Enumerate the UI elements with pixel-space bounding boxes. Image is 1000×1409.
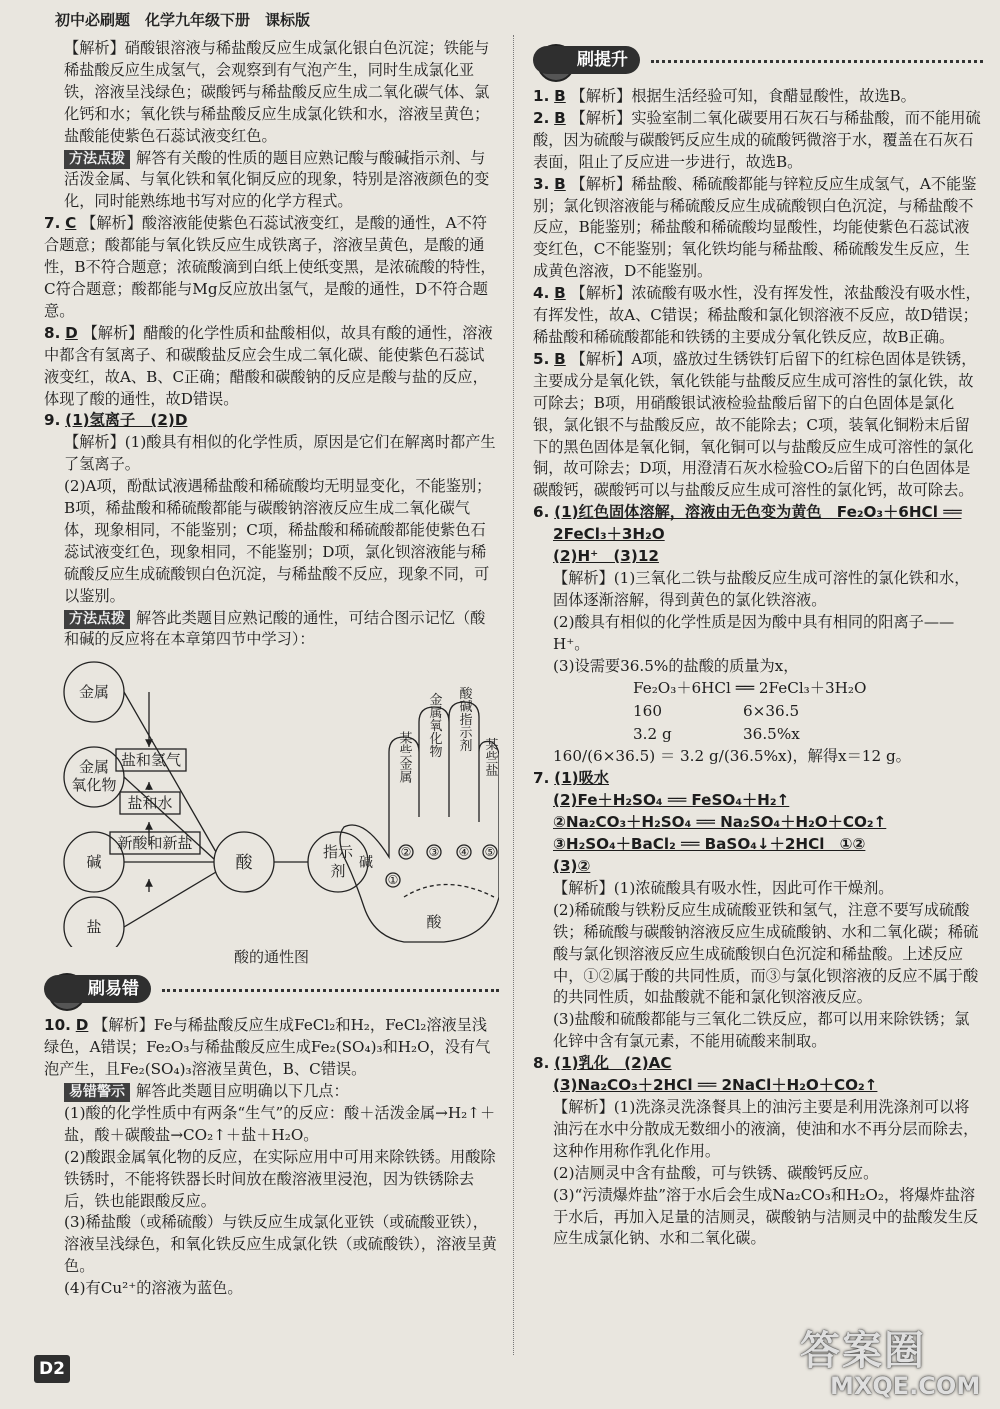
right-column: [533, 52, 983, 1250]
hand-circle-4: ④: [458, 845, 470, 860]
answer-line: [533, 790, 983, 812]
hand-label-acid: 酸: [426, 913, 442, 932]
answer-line: [533, 856, 983, 878]
analysis-text: (2)稀硫酸与铁粉反应生成硫酸亚铁和氢气，注意不要写成硫酸铁；稀硫酸与碳酸钠溶液反应生成硫酸钠、水和二氧化碳；稀硫酸与氯化钡溶液反应生成硫酸钡白色沉淀和稀盐酸。上述反应中，①②属于酸的共同性质，而③与氯化钡溶液的反应不属于酸的共同性质，如盐酸就不能和氯化钡溶液反应。: [553, 900, 979, 1007]
question-number: 7.: [44, 214, 61, 233]
dotted-rule: [651, 60, 983, 63]
answer: D: [75, 1016, 89, 1035]
hand-label-base: 碱: [359, 855, 373, 872]
answer: B: [554, 174, 566, 193]
question-number: 1.: [533, 87, 550, 105]
question-number: 4.: [533, 284, 550, 303]
watermark-logo: [800, 1330, 990, 1405]
warning-point: (2)酸跟金属氧化物的反应，在实际应用中可用来除铁锈。用酸除铁锈时，不能将铁器长时间放在酸溶液里浸泡，因为铁锈除去后，铁也能跟酸反应。: [64, 1147, 496, 1210]
answer: C: [65, 214, 77, 233]
hand-finger-2: 金属氧化物: [426, 692, 442, 758]
answer: (2)H⁺ (3)12: [553, 547, 659, 566]
answer: 2FeCl₃＋3H₂O: [553, 525, 665, 544]
question-2: [533, 108, 983, 174]
question-4: [533, 283, 983, 349]
calc-cell: 6×36.5: [743, 702, 800, 721]
diagram-label-salt-h2: 盐和氢气: [120, 751, 182, 770]
warning-point: (4)有Cu²⁺的溶液为蓝色。: [64, 1279, 243, 1298]
question-1: [533, 86, 983, 108]
question-8b: [533, 1053, 983, 1075]
question-number: 3.: [533, 174, 550, 193]
warning-point: (3)稀盐酸（或稀硫酸）与铁反应生成氯化亚铁（或硫酸亚铁），溶液呈浅绿色，和氧化铁反应生成氯化铁（或硫酸铁），溶液呈黄色。: [64, 1213, 497, 1276]
answer: ②Na₂CO₃＋H₂SO₄ ══ Na₂SO₄＋H₂O＋CO₂↑: [553, 813, 887, 832]
hand-finger-4: 某些盐: [482, 737, 498, 777]
analysis-text: 【解析】浓硫酸有吸水性，没有挥发性，浓盐酸没有吸水性，有挥发性，故A、C错误；稀盐酸和氯化钡溶液不反应，故D错误；稀盐酸和稀硫酸都能和铁锈的主要成分氧化铁反应，故B正确。: [533, 284, 981, 346]
answer: (1)乳化 (2)AC: [554, 1054, 672, 1073]
answer: B: [554, 87, 566, 105]
column-divider: [513, 35, 515, 1355]
hand-circle-1: ①: [387, 873, 399, 888]
analysis-text: 【解析】稀盐酸、稀硫酸都能与锌粒反应生成氢气，A不能鉴别；氯化钡溶液能与稀硫酸反应生成硫酸钡白色沉淀，与稀盐酸不反应，B能鉴别；稀盐酸和稀硫酸均显酸性，均能使紫色石蕊试液变红色，C不能鉴别；氧化铁均能与稀盐酸、稀硫酸发生反应，生成黄色溶液，D不能鉴别。: [533, 174, 977, 281]
question-number: 8.: [44, 323, 61, 342]
method-tip-text: 解答有关酸的性质的题目应熟记酸与酸碱指示剂、与活泼金属、与氧化铁和氧化铜反应的现象，特别是溶液颜色的变化，同时能熟练地书写对应的化学方程式。: [64, 148, 490, 211]
question-9: [44, 410, 499, 432]
error-warning-label: 易错警示: [64, 1083, 130, 1102]
answer: B: [554, 349, 566, 368]
question-number: 7.: [533, 769, 550, 788]
method-tip-label: 方法点拨: [64, 610, 130, 629]
watermark-line-2: MXQE.COM: [830, 1372, 981, 1400]
warning-point: (1)酸的化学性质中有两条“生气”的反应：酸＋活泼金属→H₂↑＋盐，酸＋碳酸盐→CO₂↑＋盐＋H₂O。: [64, 1103, 496, 1144]
calc-equation: Fe₂O₃＋6HCl ══ 2FeCl₃＋3H₂O: [633, 679, 867, 698]
question-number: 9.: [44, 411, 61, 430]
analysis-text: 【解析】根据生活经验可知，食醋显酸性，故选B。: [570, 87, 916, 105]
calc-cell: 36.5%x: [743, 725, 800, 744]
answer: (3)②: [553, 857, 591, 875]
analysis-text: 【解析】A项，盛放过生锈铁钉后留下的红棕色固体是铁锈，主要成分是氧化铁，氧化铁能与盐酸反应生成可溶性的氯化铁，故可除去；B项，用硝酸银试液检验盐酸后留下的白色固体是氯化银，氯化银不与盐酸反应，故不能除去；C项，装氧化铜粉末后留下的黑色固体是氧化铜，氧化铜可以与盐酸反应生成可溶性的氯化铜，故可除去；D项，用澄清石灰水检验CO₂后留下的白色固体是碳酸钙，碳酸钙可以与盐酸反应生成可溶性的氯化钙，故可除去。: [533, 349, 977, 500]
section-banner-errors: [44, 973, 499, 1009]
answer: (2)Fe＋H₂SO₄ ══ FeSO₄＋H₂↑: [553, 791, 790, 810]
analysis-text: (3)盐酸和硫酸都能与三氧化二铁反应，都可以用来除铁锈；氯化锌中含有氯元素，不能用硫酸来制取。: [553, 1010, 970, 1051]
watermark-line-1: 答案圈: [800, 1328, 926, 1374]
diagram-label-salt-water: 盐和水: [127, 794, 173, 813]
page-number: D2: [34, 1355, 70, 1383]
diagram-label-metal-oxide-1: 金属: [78, 758, 110, 777]
diagram-label-indicator-2: 剂: [330, 862, 346, 881]
calc-row: [533, 723, 983, 746]
question-10: [44, 1015, 499, 1081]
answer: (1)氢离子 (2)D: [65, 411, 188, 430]
hand-finger-1: 某些金属: [396, 731, 412, 784]
analysis-text: (2)洁厕灵中含有盐酸，可与铁锈、碳酸钙反应。: [553, 1163, 879, 1182]
dotted-rule: [162, 989, 499, 992]
calc-cell: 3.2 g: [633, 725, 672, 744]
method-tip-1: [44, 148, 499, 214]
question-number: 6.: [533, 503, 550, 522]
diagram-label-base: 碱: [86, 853, 102, 872]
answer: ③H₂SO₄＋BaCl₂ ══ BaSO₄↓＋2HCl ①②: [553, 835, 866, 854]
diagram-label-salt: 盐: [86, 918, 102, 937]
section-title: 刷易错: [44, 975, 151, 1003]
page-header: 初中必刷题 化学九年级下册 课标版: [55, 11, 311, 29]
question-3: [533, 174, 983, 284]
answer: (1)红色固体溶解，溶液由无色变为黄色 Fe₂O₃＋6HCl ══: [554, 503, 962, 522]
diagram-svg: [44, 657, 499, 947]
method-tip-text: 解答此类题目应熟记酸的通性，可结合图示记忆（酸和碱的反应将在本章第四节中学习）：: [64, 608, 486, 649]
analysis-text: (3)设需要36.5%的盐酸的质量为x，: [553, 656, 799, 675]
calc-result: 160/(6×36.5) ＝ 3.2 g/(36.5%x)，解得x＝12 g。: [553, 747, 911, 766]
answer-line: [533, 546, 983, 568]
calc-row: [533, 700, 983, 723]
question-number: 8.: [533, 1054, 550, 1073]
answer-line: [533, 834, 983, 856]
analysis-text: 【解析】(1)浓硫酸具有吸水性，因此可作干燥剂。: [553, 878, 894, 897]
section-banner-advance: [533, 44, 983, 80]
answer: B: [554, 108, 566, 127]
question-6: [533, 502, 983, 524]
question-number: 5.: [533, 349, 550, 368]
answer-line: [533, 1075, 983, 1097]
hand-circle-3: ③: [428, 845, 440, 860]
analysis-text: 【解析】(1)酸具有相似的化学性质，原因是它们在解离时都产生了氢离子。: [64, 433, 496, 474]
method-tip-2: [44, 608, 499, 652]
analysis-text: 【解析】(1)三氧化二铁与盐酸反应生成可溶性的氯化铁和水，固体逐渐溶解，得到黄色的氯化铁溶液。: [553, 568, 970, 609]
analysis-text: 【解析】Fe与稀盐酸反应生成FeCl₂和H₂，FeCl₂溶液呈浅绿色，A错误；Fe₂O₃与稀盐酸反应生成Fe₂(SO₄)₃和H₂O，没有气泡产生，且Fe₂(SO₄)₃溶液呈黄色，B、C错误。: [44, 1016, 491, 1079]
method-tip-label: 方法点拨: [64, 150, 130, 169]
acid-properties-diagram: [44, 657, 499, 947]
diagram-label-acid: 酸: [235, 853, 253, 874]
diagram-label-metal-oxide-2: 氧化物: [71, 776, 117, 795]
intro-analysis: 【解析】硝酸银溶液与稀盐酸反应生成氯化银白色沉淀；铁能与稀盐酸反应生成氢气，会观察到有气泡产生，同时生成氯化亚铁，溶液呈浅绿色；碳酸钙与稀盐酸反应生成二氧化碳气体、氯化钙和水；氧化铁与稀盐酸反应生成氯化铁和水，溶液呈黄色；盐酸能使紫色石蕊试液变红色。: [64, 39, 490, 145]
hand-finger-3: 酸碱指示剂: [456, 686, 472, 752]
answer-line: [533, 524, 983, 546]
analysis-text: 【解析】(1)洗涤灵洗涤餐具上的油污主要是利用洗涤剂可以将油污在水中分散成无数细小的液滴，使油和水不再分层而除去，这种作用称作乳化作用。: [553, 1097, 979, 1160]
question-number: 10.: [44, 1016, 71, 1035]
hand-circle-5: ⑤: [484, 845, 496, 860]
analysis-text: (3)“污渍爆炸盐”溶于水后会生成Na₂CO₃和H₂O₂，将爆炸盐溶于水后，再加入足量的洁厕灵，碳酸钠与洁厕灵中的盐酸发生反应生成氯化钠、水和二氧化碳。: [553, 1185, 979, 1248]
diagram-label-metal: 金属: [78, 683, 110, 702]
question-8: [44, 323, 499, 411]
diagram-caption: 酸的通性图: [233, 948, 309, 967]
answer-line: [533, 812, 983, 834]
section-title: 刷提升: [533, 46, 640, 74]
calc-cell: 160: [633, 702, 662, 721]
question-number: 2.: [533, 108, 550, 127]
answer: (3)Na₂CO₃＋2HCl ══ 2NaCl＋H₂O＋CO₂↑: [553, 1076, 878, 1095]
answer: (1)吸水: [554, 769, 609, 788]
analysis-text: (2)酸具有相似的化学性质是因为酸中具有相同的阳离子——H⁺。: [553, 612, 955, 653]
left-column: [44, 38, 499, 1300]
diagram-label-new-acid-salt: 新酸和新盐: [117, 834, 193, 853]
hand-circle-2: ②: [400, 845, 412, 860]
error-warning: [44, 1081, 499, 1103]
question-5: [533, 349, 983, 502]
question-7b: [533, 768, 983, 790]
analysis-text: (2)A项，酚酞试液遇稀盐酸和稀硫酸均无明显变化，不能鉴别；B项，稀盐酸和稀硫酸都能与碳酸钠溶液反应生成二氧化碳气体，现象相同，不能鉴别；C项，稀盐酸和稀硫酸都能使紫色石蕊试液变红色，现象相同，不能鉴别；D项，氯化钡溶液能与稀硫酸反应生成硫酸钡白色沉淀，与稀盐酸不反应，现象不同，可以鉴别。: [64, 477, 492, 605]
analysis-text: 【解析】实验室制二氧化碳要用石灰石与稀盐酸，而不能用硫酸，因为硫酸与碳酸钙反应生成的硫酸钙微溶于水，覆盖在石灰石表面，阻止了反应进一步进行，故选B。: [533, 108, 981, 171]
analysis-text: 【解析】醋酸的化学性质和盐酸相似，故具有酸的通性，溶液中都含有氢离子、和碳酸盐反应会生成二氧化碳、能使紫色石蕊试液变红，故A、B、C正确；醋酸和碳酸钠的反应是酸与盐的反应，体现了酸的通性，故D错误。: [44, 323, 493, 408]
answer: B: [554, 284, 566, 303]
analysis-text: 【解析】酸溶液能使紫色石蕊试液变红，是酸的通性，A不符合题意；酸都能与氧化铁反应生成铁离子，溶液呈黄色，是酸的通性，B不符合题意；浓硫酸滴到白纸上使纸变黑，是浓硫酸的特性，C符合题意；酸都能与Mg反应放出氢气，是酸的通性，D不符合题意。: [44, 214, 496, 320]
error-warning-text: 解答此类题目应明确以下几点：: [136, 1082, 349, 1100]
question-7: [44, 213, 499, 323]
diagram-label-indicator-1: 指示: [322, 843, 354, 862]
answer: D: [65, 323, 78, 342]
